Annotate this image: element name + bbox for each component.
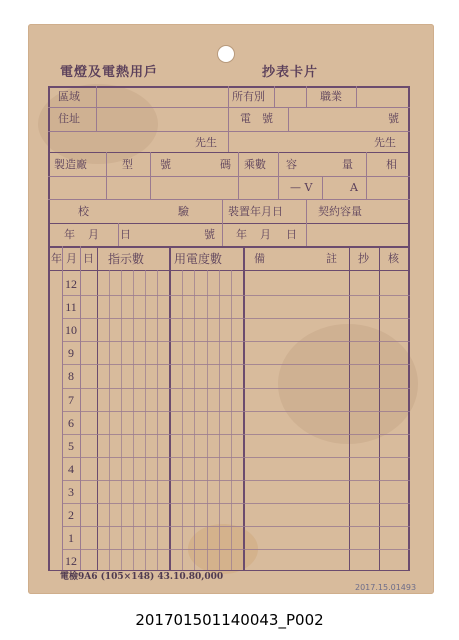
label-install-date: 裝置年月日 [228, 205, 283, 218]
label-owner: 所有別 [232, 90, 265, 103]
row-line [62, 341, 410, 342]
th-remarks-b: 註 [326, 252, 337, 265]
th-reading: 指示數 [108, 252, 145, 266]
card-title-right: 抄表卡片 [262, 65, 319, 80]
label-number-suffix: 號 [388, 112, 399, 125]
grid-line [145, 270, 146, 570]
row-line [62, 388, 410, 389]
label-year: 年 [64, 228, 75, 241]
label-mister-1: 先生 [195, 136, 217, 149]
label-month-2: 月 [260, 228, 271, 241]
grid-line [219, 270, 220, 570]
label-day-2: 日 [286, 228, 297, 241]
label-occupation: 職業 [320, 90, 342, 103]
label-phase: 相 [386, 158, 397, 171]
grid-line [133, 270, 134, 570]
row-line [62, 434, 410, 435]
grid-line [231, 270, 232, 570]
month-number: 6 [68, 416, 74, 430]
grid-line [121, 270, 122, 570]
grid-line [207, 270, 208, 570]
label-model-c: 碼 [220, 158, 231, 171]
month-number: 5 [68, 439, 74, 453]
grid-line [194, 270, 195, 570]
rule [48, 86, 50, 571]
row-line [62, 295, 410, 296]
row-line [62, 480, 410, 481]
archive-stamp: 2017.15.01493 [355, 583, 417, 592]
th-remarks-a: 備 [254, 252, 265, 265]
label-mister-2: 先生 [374, 136, 396, 149]
label-multiplier: 乘數 [244, 158, 266, 171]
rule [408, 86, 410, 571]
label-day: 日 [120, 228, 131, 241]
label-volt: — V [290, 181, 313, 194]
label-model-a: 型 [122, 158, 133, 171]
label-contract-capacity: 契約容量 [318, 205, 362, 218]
form-footer: 電檢9A6 (105×148) 43.10.80,000 [60, 572, 224, 582]
month-number: 7 [68, 393, 74, 407]
label-capacity-b: 量 [342, 158, 353, 171]
row-line [62, 526, 410, 527]
month-number: 1 [68, 531, 74, 545]
image-caption: 201701501140043_P002 [135, 611, 324, 629]
month-number: 4 [68, 462, 74, 476]
th-check: 核 [388, 252, 399, 265]
label-month: 月 [88, 228, 99, 241]
th-month: 月 [66, 252, 77, 265]
label-amp: A [350, 181, 358, 194]
punch-hole [218, 46, 234, 62]
month-number: 3 [68, 485, 74, 499]
row-line [62, 318, 410, 319]
label-manufacturer: 製造廠 [54, 158, 87, 171]
th-usage: 用電度數 [174, 252, 223, 266]
label-calib-b: 驗 [178, 205, 189, 218]
label-phone: 電 號 [240, 112, 273, 125]
month-number: 11 [65, 300, 77, 314]
label-year-2: 年 [236, 228, 247, 241]
row-line [62, 457, 410, 458]
th-year: 年 [51, 252, 62, 265]
row-line [62, 503, 410, 504]
card-title-left: 電燈及電熱用戶 [60, 65, 159, 80]
label-calib-a: 校 [78, 205, 89, 218]
row-line [62, 411, 410, 412]
row-line [62, 549, 410, 550]
month-number: 9 [68, 346, 74, 360]
th-day: 日 [83, 252, 94, 265]
month-number: 10 [65, 323, 77, 337]
label-address: 住址 [58, 112, 80, 125]
grid-line [109, 270, 110, 570]
label-model-b: 號 [160, 158, 171, 171]
month-number: 12 [65, 554, 77, 568]
label-capacity-a: 容 [286, 158, 297, 171]
label-number: 號 [204, 228, 215, 241]
month-number: 2 [68, 508, 74, 522]
row-line [62, 364, 410, 365]
th-copy: 抄 [358, 252, 369, 265]
grid-line [157, 270, 158, 570]
month-number: 12 [65, 277, 77, 291]
grid-line [182, 270, 183, 570]
month-number: 8 [68, 369, 74, 383]
label-area: 區域 [58, 90, 80, 103]
